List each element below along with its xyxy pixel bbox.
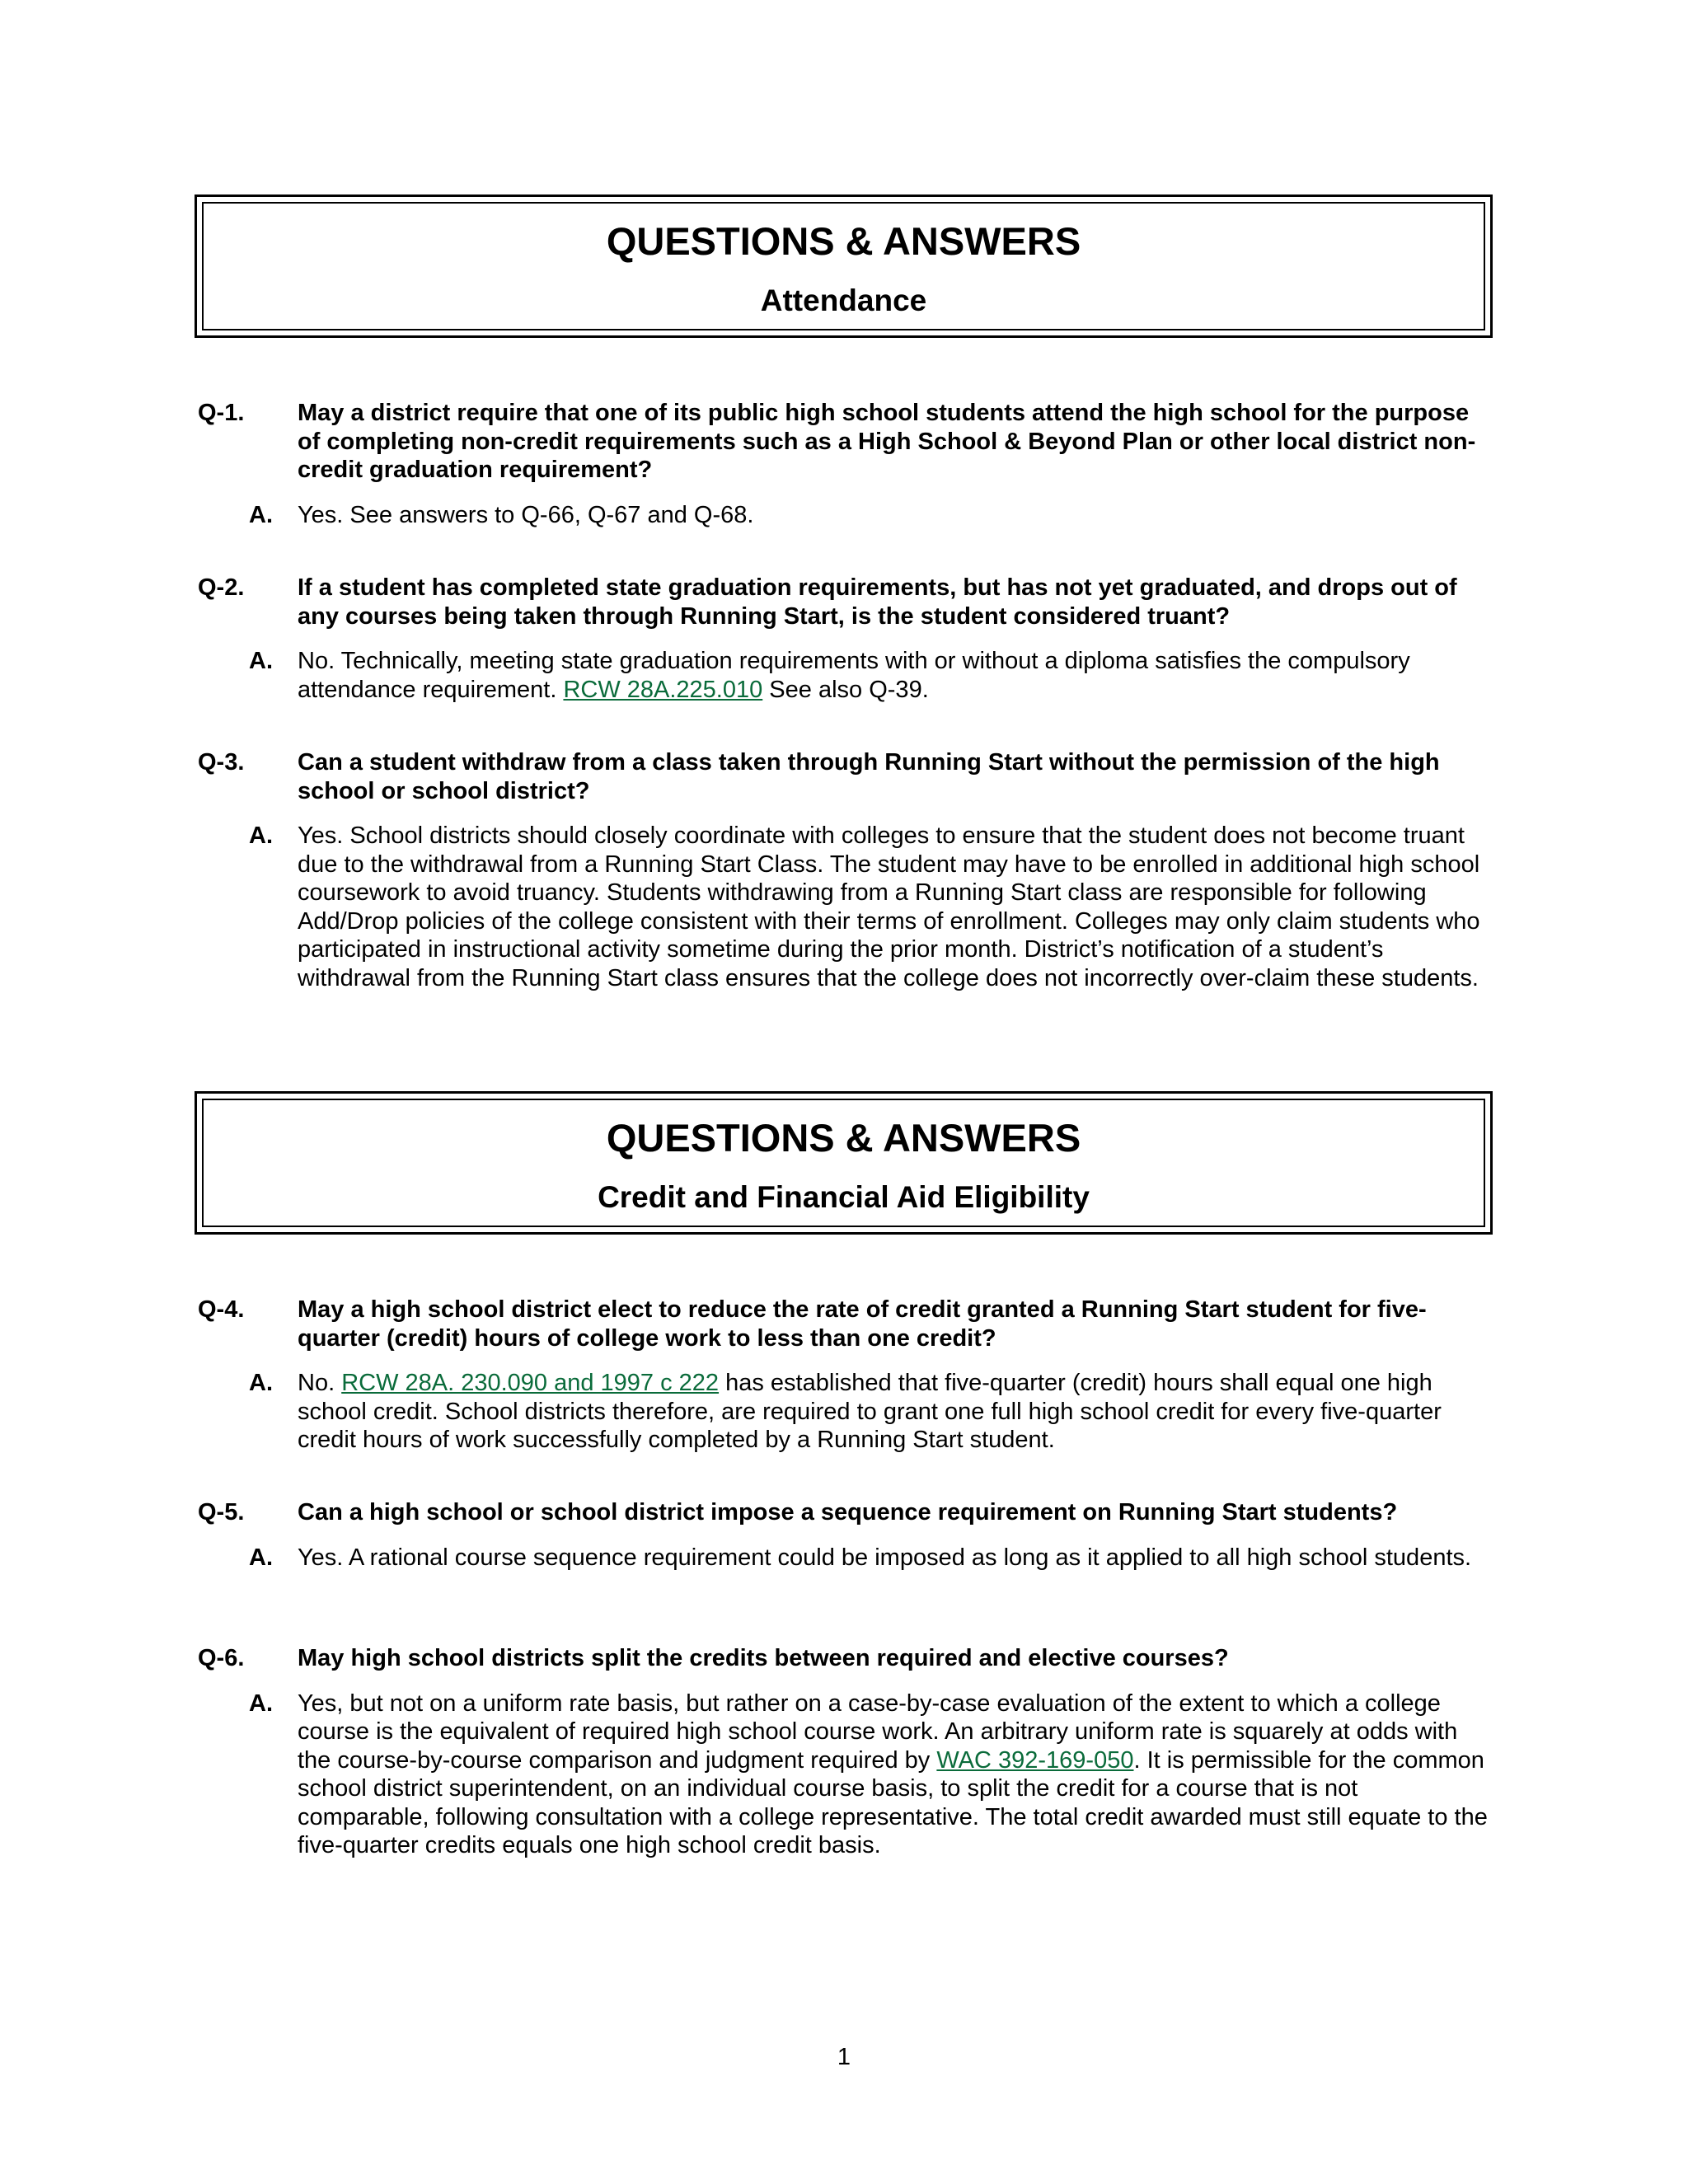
- answer-text: Yes. School districts should closely coordinate with colleges to ensure that the student does not become truant due to the withdrawal from a Running Start Class. The student may have to be enrolled in additional high school coursework to avoid truancy. Students withdrawing from a Running Start class are responsible for following Add/Drop policies of the college consistent with their terms of enrollment. Colleges may only claim students who participated in instructional activity sometime during the prior month. District’s notification of a student’s withdrawal from the Running Start class ensures that the college does not incorrectly over-claim these students.: [298, 823, 1480, 991]
- answer-text-post: . It is permissible for the common school district superintendent, on an individual course basis, to split the credit for a course that is not comparable, following consultation with a college representative. The total credit awarded must still equate to the five-quarter credits equals one high school credit basis.: [298, 1746, 1488, 1858]
- question-text: If a student has completed state graduation requirements, but has not yet graduated, and drops out of any courses being taken through Running Start, is the student considered truant?: [298, 574, 1457, 630]
- question-number: Q-1.: [198, 400, 245, 426]
- answer-label: A.: [249, 501, 273, 528]
- answer-text-pre: No. Technically, meeting state graduation requirements with or without a diploma satisfies the compulsory attendance requirement.: [298, 648, 1410, 703]
- section-header-credit: [195, 1091, 1493, 1235]
- question: [198, 399, 1496, 485]
- question-number: Q-4.: [198, 1296, 245, 1323]
- section-subtitle: Attendance: [760, 284, 927, 317]
- answer: [198, 1690, 1496, 1860]
- rcw-link[interactable]: RCW 28A.225.010: [563, 676, 763, 703]
- question: [198, 1644, 1496, 1673]
- question-text: Can a student withdraw from a class taken through Running Start without the permission of the high school or school district?: [298, 749, 1440, 804]
- question-number: Q-6.: [198, 1645, 245, 1671]
- answer-label: A.: [249, 1544, 273, 1571]
- answer-label: A.: [249, 1690, 273, 1717]
- answer: [198, 501, 1496, 530]
- answer: [198, 1544, 1496, 1572]
- answer-label: A.: [249, 1370, 273, 1396]
- qa-item-q4: [198, 1296, 1496, 1455]
- qa-item-q6: [198, 1644, 1496, 1860]
- question: [198, 748, 1496, 805]
- answer-text-pre: Yes, but not on a uniform rate basis, but rather on a case-by-case evaluation of the extent to which a college course is the equivalent of required high school course work. An arbitrary uniform rate is squarely at odds with the course-by-course comparison and judgment required by: [298, 1690, 1458, 1774]
- question: [198, 574, 1496, 630]
- qa-item-q1: [198, 399, 1496, 529]
- section-title: QUESTIONS & ANSWERS: [606, 1116, 1081, 1160]
- section-header-attendance: [195, 194, 1493, 338]
- answer-label: A.: [249, 823, 273, 849]
- question-number: Q-3.: [198, 749, 245, 776]
- section-header-inner: [202, 202, 1485, 330]
- qa-item-q3: [198, 748, 1496, 992]
- answer: [198, 1369, 1496, 1455]
- answer: [198, 822, 1496, 992]
- section-title: QUESTIONS & ANSWERS: [606, 219, 1081, 263]
- page-number: 1: [837, 2044, 851, 2070]
- answer-text-post: has established that five-quarter (credit) hours shall equal one high school credit. School districts therefore, are required to grant one full high school credit for every five-quarter credit hours of work successfully completed by a Running Start student.: [298, 1370, 1442, 1453]
- answer-text: [298, 1690, 1493, 1860]
- question-text: May a district require that one of its public high school students attend the high school for the purpose of completing non-credit requirements such as a High School & Beyond Plan or other local district non-credit graduation requirement?: [298, 400, 1476, 483]
- question-text: Can a high school or school district impose a sequence requirement on Running Start students?: [298, 1499, 1398, 1526]
- section-subtitle: Credit and Financial Aid Eligibility: [598, 1180, 1090, 1214]
- question: [198, 1296, 1496, 1352]
- answer-text: [298, 1369, 1493, 1455]
- answer: [198, 647, 1496, 704]
- qa-item-q2: [198, 574, 1496, 704]
- question: [198, 1498, 1496, 1527]
- question-text: May high school districts split the credits between required and elective courses?: [298, 1645, 1229, 1671]
- answer-text: [298, 647, 1493, 704]
- answer-text: Yes. A rational course sequence requirement could be imposed as long as it applied to all high school students.: [298, 1544, 1472, 1571]
- answer-text-pre: No.: [298, 1370, 342, 1396]
- question-text: May a high school district elect to reduce the rate of credit granted a Running Start student for five-quarter (credit) hours of college work to less than one credit?: [298, 1296, 1427, 1352]
- answer-label: A.: [249, 648, 273, 674]
- rcw-link[interactable]: RCW 28A. 230.090 and 1997 c 222: [341, 1370, 720, 1396]
- section-header-inner: [202, 1099, 1485, 1227]
- wac-link[interactable]: WAC 392-169-050: [936, 1746, 1134, 1774]
- answer-text-post: See also Q-39.: [762, 676, 929, 703]
- question-number: Q-5.: [198, 1499, 245, 1526]
- answer-text: Yes. See answers to Q-66, Q-67 and Q-68.: [298, 501, 754, 528]
- qa-item-q5: [198, 1498, 1496, 1572]
- question-number: Q-2.: [198, 574, 245, 601]
